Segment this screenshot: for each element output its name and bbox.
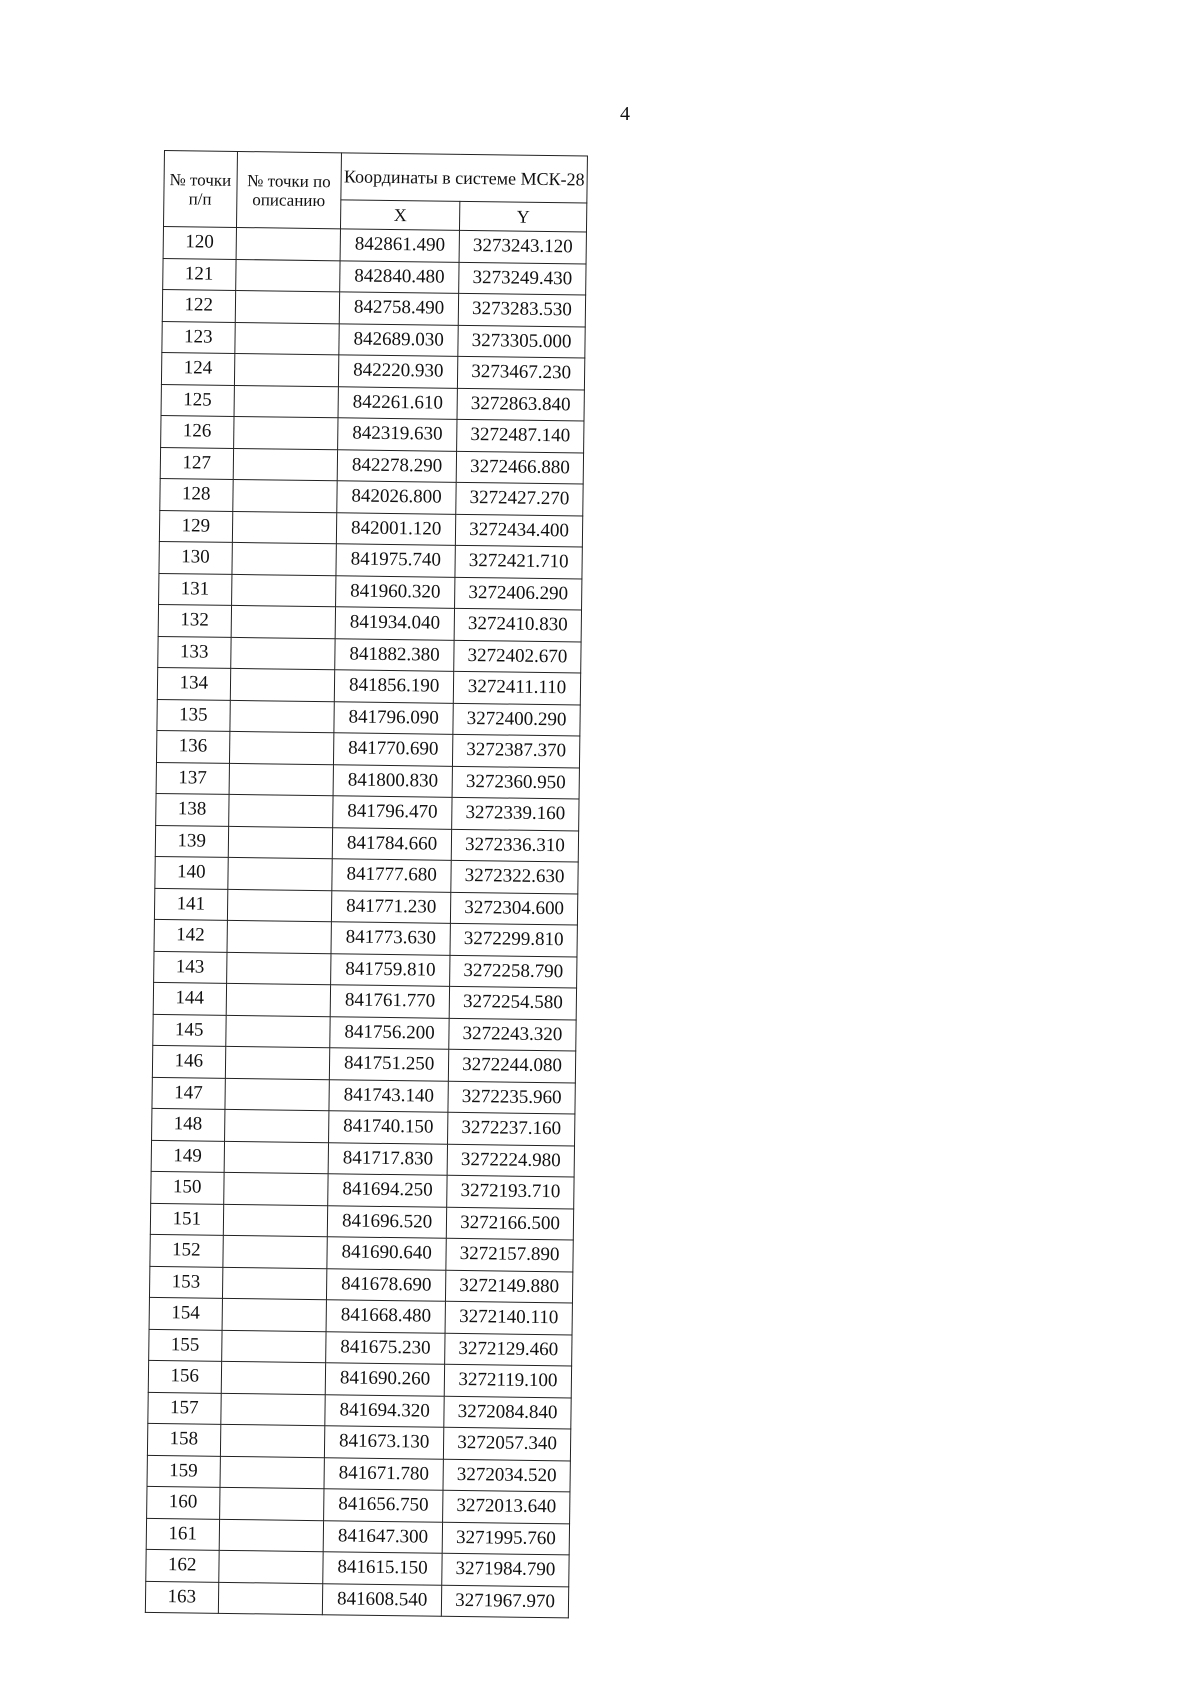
cell-y: 3272402.670 [454, 640, 581, 673]
cell-x: 841796.470 [333, 796, 452, 829]
cell-point-number: 157 [148, 1392, 221, 1424]
header-y: Y [460, 201, 587, 232]
cell-point-by-description [225, 1046, 330, 1079]
cell-point-number: 133 [158, 636, 231, 668]
cell-point-number: 140 [155, 856, 228, 888]
cell-y: 3272057.340 [443, 1427, 570, 1460]
cell-point-by-description [230, 637, 335, 670]
cell-x: 841777.680 [332, 859, 451, 892]
cell-x: 841678.690 [327, 1268, 446, 1301]
cell-y: 3272084.840 [444, 1396, 571, 1429]
cell-point-by-description [233, 416, 338, 449]
cell-y: 3272487.140 [457, 419, 584, 452]
cell-x: 842689.030 [339, 323, 458, 356]
cell-point-by-description [235, 259, 340, 292]
cell-y: 3272387.370 [453, 734, 580, 767]
cell-x: 841694.250 [328, 1174, 447, 1207]
cell-x: 841696.520 [328, 1205, 447, 1238]
cell-point-number: 134 [157, 667, 230, 699]
cell-point-by-description [234, 385, 339, 418]
cell-x: 842026.800 [337, 481, 456, 514]
cell-y: 3272421.710 [455, 545, 582, 578]
cell-point-by-description [229, 731, 334, 764]
cell-x: 842001.120 [337, 512, 456, 545]
cell-x: 841647.300 [323, 1520, 442, 1553]
cell-point-by-description [235, 290, 340, 323]
cell-x: 841675.230 [326, 1331, 445, 1364]
cell-x: 841800.830 [333, 764, 452, 797]
cell-point-number: 150 [151, 1171, 224, 1203]
header-coordinate-system: Координаты в системе МСК-28 [341, 153, 587, 203]
cell-x: 841770.690 [334, 733, 453, 766]
cell-y: 3272237.160 [448, 1112, 575, 1145]
cell-x: 841784.660 [332, 827, 451, 860]
cell-point-number: 129 [159, 510, 232, 542]
cell-y: 3272863.840 [457, 388, 584, 421]
cell-point-by-description [218, 1550, 323, 1583]
cell-point-number: 158 [147, 1423, 220, 1455]
cell-point-by-description [227, 857, 332, 890]
cell-x: 841751.250 [330, 1048, 449, 1081]
cell-x: 842278.290 [337, 449, 456, 482]
cell-y: 3273305.000 [458, 325, 585, 358]
cell-point-by-description [232, 511, 337, 544]
cell-y: 3272235.960 [448, 1081, 575, 1114]
cell-point-number: 147 [152, 1077, 225, 1109]
cell-x: 841694.320 [325, 1394, 444, 1427]
cell-x: 841773.630 [331, 922, 450, 955]
cell-point-number: 124 [161, 352, 234, 384]
cell-y: 3272406.290 [455, 577, 582, 610]
cell-x: 842840.480 [340, 260, 459, 293]
cell-x: 842220.930 [339, 355, 458, 388]
cell-x: 841856.190 [335, 670, 454, 703]
cell-x: 842261.610 [338, 386, 457, 419]
cell-point-by-description [225, 1015, 330, 1048]
cell-point-number: 148 [152, 1108, 225, 1140]
cell-point-number: 142 [154, 919, 227, 951]
cell-x: 841690.640 [327, 1237, 446, 1270]
cell-point-by-description [227, 889, 332, 922]
cell-y: 3272224.980 [447, 1144, 574, 1177]
cell-y: 3272013.640 [443, 1490, 570, 1523]
cell-x: 841796.090 [334, 701, 453, 734]
cell-point-number: 151 [150, 1203, 223, 1235]
cell-point-number: 156 [148, 1360, 221, 1392]
cell-point-by-description [227, 920, 332, 953]
cell-y: 3272244.080 [448, 1049, 575, 1082]
cell-x: 842758.490 [339, 292, 458, 325]
cell-x: 841717.830 [328, 1142, 447, 1175]
cell-y: 3272360.950 [452, 766, 579, 799]
cell-y: 3273467.230 [457, 356, 584, 389]
cell-point-by-description [222, 1235, 327, 1268]
cell-y: 3273283.530 [458, 293, 585, 326]
cell-point-by-description [226, 952, 331, 985]
cell-point-number: 121 [163, 258, 236, 290]
cell-point-number: 155 [149, 1329, 222, 1361]
cell-point-by-description [220, 1424, 325, 1457]
cell-point-by-description [228, 826, 333, 859]
cell-point-number: 127 [160, 447, 233, 479]
cell-x: 841975.740 [336, 544, 455, 577]
cell-point-by-description [223, 1204, 328, 1237]
cell-point-number: 125 [161, 384, 234, 416]
cell-point-number: 141 [154, 888, 227, 920]
cell-y: 3273243.120 [459, 230, 586, 263]
cell-point-number: 128 [160, 478, 233, 510]
cell-x: 841771.230 [332, 890, 451, 923]
cell-point-number: 136 [156, 730, 229, 762]
cell-point-number: 152 [150, 1234, 223, 1266]
cell-y: 3272254.580 [449, 986, 576, 1019]
cell-point-by-description [233, 448, 338, 481]
cell-x: 841759.810 [331, 953, 450, 986]
cell-point-by-description [224, 1109, 329, 1142]
cell-y: 3271995.760 [442, 1522, 569, 1555]
cell-point-by-description [219, 1487, 324, 1520]
cell-point-by-description [222, 1298, 327, 1331]
table-row [145, 1581, 568, 1618]
cell-point-by-description [229, 763, 334, 796]
cell-x: 841671.780 [324, 1457, 443, 1490]
cell-y: 3272322.630 [451, 860, 578, 893]
cell-point-number: 123 [162, 321, 235, 353]
cell-point-by-description [234, 322, 339, 355]
cell-y: 3272299.810 [450, 923, 577, 956]
cell-y: 3272149.880 [446, 1270, 573, 1303]
page-number: 4 [620, 103, 630, 125]
cell-point-number: 145 [153, 1014, 226, 1046]
cell-y: 3273249.430 [459, 262, 586, 295]
cell-point-by-description [222, 1267, 327, 1300]
cell-y: 3272336.310 [451, 829, 578, 862]
cell-point-by-description [231, 605, 336, 638]
cell-point-by-description [218, 1582, 323, 1615]
cell-point-number: 149 [151, 1140, 224, 1172]
cell-x: 841934.040 [335, 607, 454, 640]
cell-point-number: 126 [161, 415, 234, 447]
cell-point-by-description [231, 574, 336, 607]
cell-y: 3272129.460 [445, 1333, 572, 1366]
cell-point-number: 154 [149, 1297, 222, 1329]
cell-point-number: 138 [156, 793, 229, 825]
cell-point-number: 160 [147, 1486, 220, 1518]
cell-x: 841690.260 [325, 1363, 444, 1396]
cell-point-by-description [223, 1172, 328, 1205]
cell-point-by-description [234, 353, 339, 386]
cell-point-number: 132 [158, 604, 231, 636]
cell-y: 3271967.970 [441, 1585, 568, 1618]
cell-y: 3272193.710 [447, 1175, 574, 1208]
cell-point-number: 159 [147, 1455, 220, 1487]
cell-point-by-description [230, 668, 335, 701]
cell-x: 842319.630 [338, 418, 457, 451]
cell-point-by-description [219, 1456, 324, 1489]
cell-x: 841743.140 [329, 1079, 448, 1112]
table-body [145, 226, 586, 1617]
cell-x: 841673.130 [325, 1426, 444, 1459]
cell-x: 841756.200 [330, 1016, 449, 1049]
cell-y: 3272140.110 [445, 1301, 572, 1334]
cell-point-number: 130 [159, 541, 232, 573]
cell-point-number: 163 [145, 1581, 218, 1613]
cell-x: 841960.320 [336, 575, 455, 608]
cell-x: 841882.380 [335, 638, 454, 671]
cell-point-by-description [226, 983, 331, 1016]
cell-point-by-description [219, 1519, 324, 1552]
cell-x: 841615.150 [323, 1552, 442, 1585]
cell-point-number: 153 [149, 1266, 222, 1298]
cell-point-by-description [228, 794, 333, 827]
cell-y: 3272304.600 [450, 892, 577, 925]
cell-point-by-description [221, 1330, 326, 1363]
cell-point-number: 143 [154, 951, 227, 983]
cell-y: 3272119.100 [444, 1364, 571, 1397]
header-point-by-description: № точки по описанию [236, 151, 342, 228]
cell-x: 841740.150 [329, 1111, 448, 1144]
cell-y: 3272400.290 [453, 703, 580, 736]
cell-y: 3272411.110 [453, 671, 580, 704]
cell-point-by-description [220, 1393, 325, 1426]
cell-y: 3272339.160 [452, 797, 579, 830]
cell-point-number: 137 [156, 762, 229, 794]
cell-point-by-description [232, 479, 337, 512]
cell-point-number: 161 [146, 1518, 219, 1550]
cell-y: 3272410.830 [454, 608, 581, 641]
cell-x: 841608.540 [323, 1583, 442, 1616]
cell-x: 841668.480 [326, 1300, 445, 1333]
header-x: X [341, 200, 460, 231]
cell-point-by-description [229, 700, 334, 733]
cell-point-number: 144 [153, 982, 226, 1014]
cell-x: 841656.750 [324, 1489, 443, 1522]
cell-y: 3271984.790 [442, 1553, 569, 1586]
cell-y: 3272034.520 [443, 1459, 570, 1492]
cell-x: 841761.770 [330, 985, 449, 1018]
cell-point-number: 131 [159, 573, 232, 605]
cell-y: 3272427.270 [456, 482, 583, 515]
cell-point-number: 139 [155, 825, 228, 857]
cell-y: 3272466.880 [456, 451, 583, 484]
cell-y: 3272258.790 [450, 955, 577, 988]
cell-y: 3272243.320 [449, 1018, 576, 1051]
cell-y: 3272434.400 [455, 514, 582, 547]
cell-y: 3272166.500 [446, 1207, 573, 1240]
cell-point-number: 135 [157, 699, 230, 731]
cell-point-by-description [224, 1141, 329, 1174]
cell-point-number: 120 [163, 226, 236, 258]
coordinates-table [145, 150, 588, 1618]
cell-x: 842861.490 [340, 229, 459, 262]
cell-y: 3272157.890 [446, 1238, 573, 1271]
cell-point-by-description [236, 227, 341, 260]
cell-point-by-description [224, 1078, 329, 1111]
cell-point-number: 122 [162, 289, 235, 321]
cell-point-number: 162 [146, 1549, 219, 1581]
header-point-number: № точки п/п [163, 151, 236, 228]
cell-point-by-description [231, 542, 336, 575]
cell-point-by-description [221, 1361, 326, 1394]
cell-point-number: 146 [152, 1045, 225, 1077]
